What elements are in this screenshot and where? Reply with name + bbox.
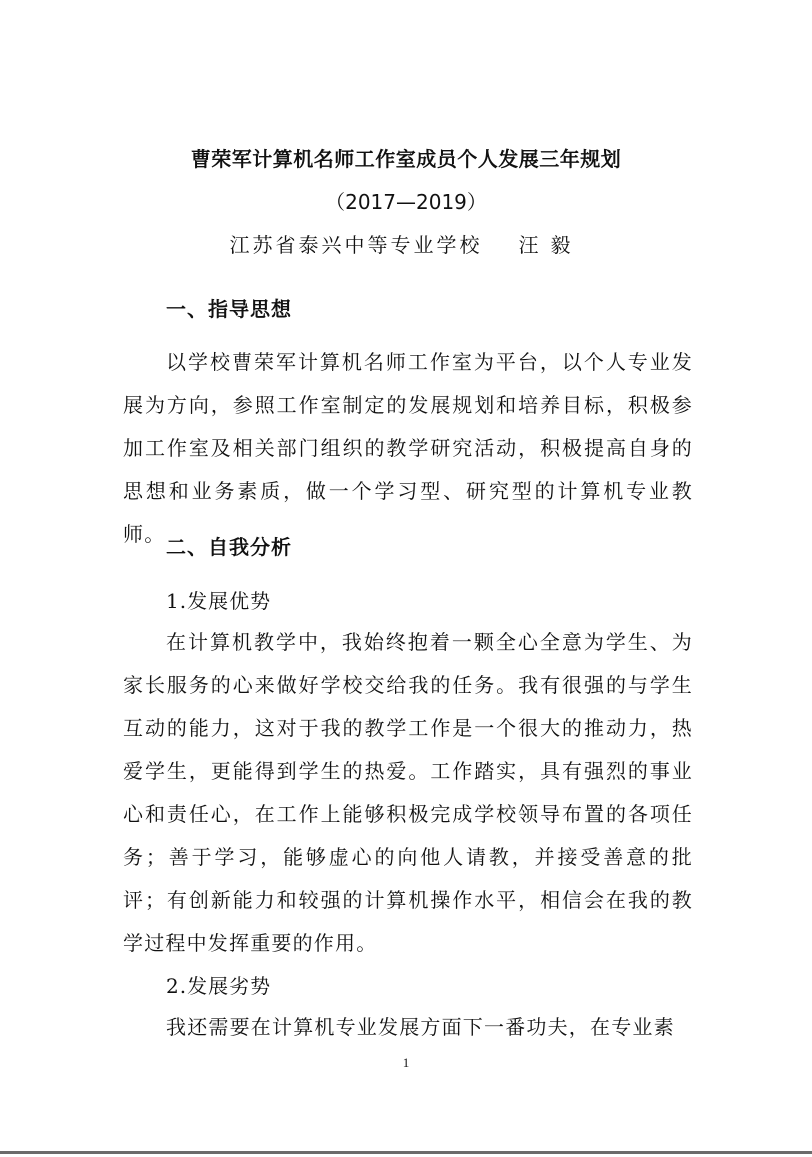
document-title: 曹荣军计算机名师工作室成员个人发展三年规划 [190,147,622,171]
subsection-title-disadvantages: 2.发展劣势 [166,974,272,998]
subsection-paragraph-advantages: 在计算机教学中，我始终抱着一颗全心全意为学生、为家长服务的心来做好学校交给我的任务。我有很强的与学生互动的能力，这对于我的教学工作是一个很大的推动力，热爱学生，更能得到学生的热爱。工作踏实，具有强烈的事业心和责任心，在工作上能够积极完成学校领导布置的各项任务；善于学习，能够虚心的向他人请教，并接受善意的批评；有创新能力和较强的计算机操作水平，相信会在我的教学过程中发挥重要的作用。 [123,630,693,955]
author-name: 汪毅 [518,233,583,257]
school-name: 江苏省泰兴中等专业学校 [229,233,483,257]
section-heading-guiding-ideology: 一、指导思想 [166,297,292,321]
page-bottom-divider [0,1151,812,1154]
page-number: 1 [402,1055,410,1070]
section-paragraph-guiding-ideology: 以学校曹荣军计算机名师工作室为平台，以个人专业发展为方向，参照工作室制定的发展规划和培养目标，积极参加工作室及相关部门组织的教学研究活动，积极提高自身的思想和业务素质，做一个学习型、研究型的计算机专业教师。 [123,350,693,546]
subsection-paragraph-disadvantages: 我还需要在计算机专业发展方面下一番功夫，在专业素 [166,1015,675,1039]
author-line [0,230,812,260]
section-heading-self-analysis: 二、自我分析 [166,535,292,559]
subsection-title-advantages: 1.发展优势 [166,589,272,613]
document-years: （2017—2019） [325,190,487,214]
